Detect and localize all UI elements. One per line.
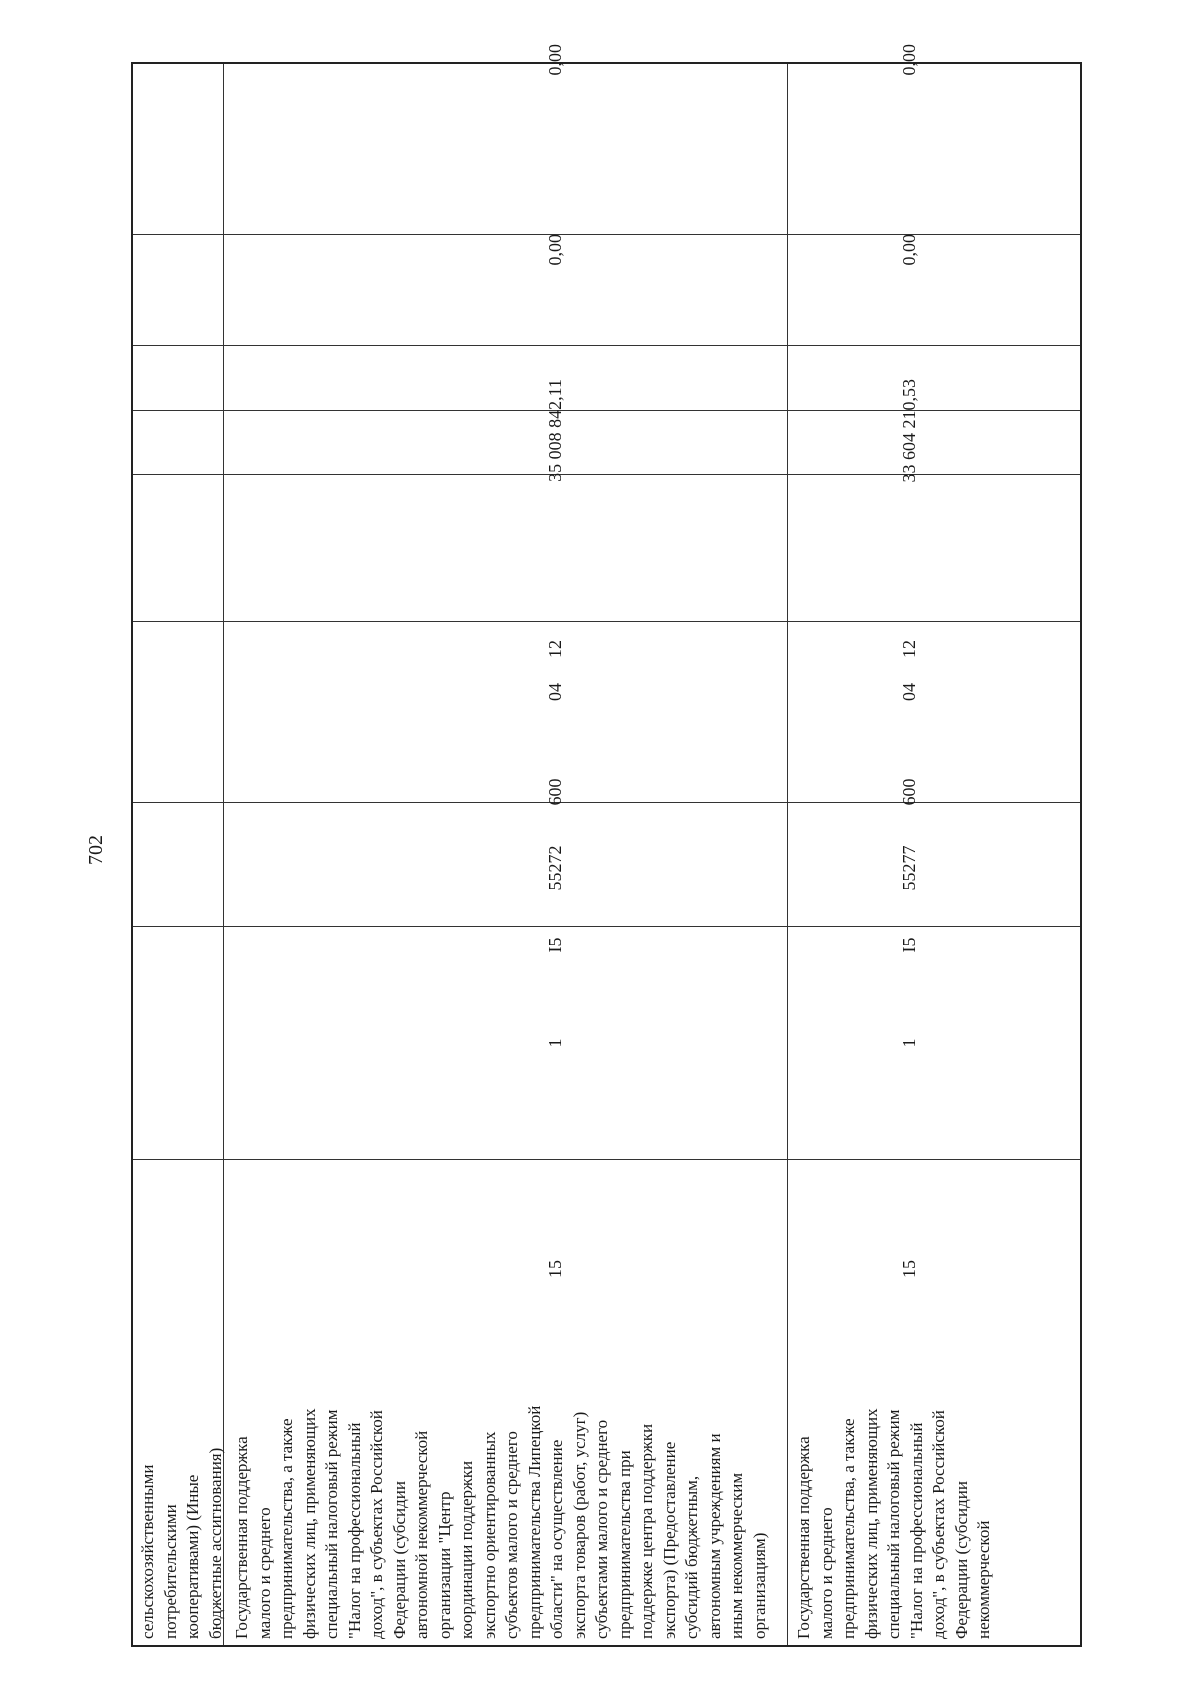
row-1-amount1: 35 008 842,11 <box>544 379 565 482</box>
description-line: иным некоммерческим <box>727 1472 746 1639</box>
row-1-amount3: 0,00 <box>544 44 565 76</box>
column-divider <box>133 410 1080 411</box>
description-line: автономным учреждениям и <box>704 1433 724 1639</box>
description-line: организациям) <box>749 1532 769 1639</box>
row-2-amount2: 0,00 <box>898 234 919 266</box>
description-line: субсидий бюджетным, <box>682 1475 701 1639</box>
description-line: специальный налоговый режим <box>884 1409 903 1639</box>
row-divider <box>223 64 224 1645</box>
description-line: области" на осуществление <box>547 1439 566 1639</box>
description-line: физических лиц, применяющих <box>299 1408 319 1639</box>
budget-table <box>131 44 1082 1647</box>
row-1-code5: 600 <box>544 778 565 806</box>
row-1-code1: 15 <box>544 1260 565 1278</box>
description-line: Федерации (субсидии <box>389 1481 409 1639</box>
description-line: автономной некоммерческой <box>412 1430 431 1639</box>
row-1-code3: I5 <box>544 937 565 953</box>
description-line: специальный налоговый режим <box>322 1409 341 1639</box>
description-line: "Налог на профессиональный <box>344 1422 364 1639</box>
row-2-amount1: 33 604 210,53 <box>898 379 919 483</box>
description-line: некоммерческой <box>974 1520 993 1639</box>
row-1-code2: 1 <box>544 1038 565 1048</box>
row-1-code4: 55272 <box>544 845 565 891</box>
column-divider <box>133 1159 1080 1160</box>
description-line: субъектами малого и среднего <box>592 1419 611 1639</box>
description-line: предпринимательства при <box>614 1450 634 1639</box>
row-0-description <box>133 1440 231 1647</box>
row-2-amount3: 0,00 <box>898 44 919 76</box>
row-2-code1: 15 <box>898 1260 919 1278</box>
column-divider <box>133 621 1080 622</box>
description-line: малого и среднего <box>816 1507 836 1639</box>
row-2-description <box>791 1400 998 1647</box>
description-line: предпринимательства, а также <box>839 1418 858 1639</box>
description-line: поддержке центра поддержки <box>637 1423 656 1639</box>
description-line: малого и среднего <box>254 1507 274 1639</box>
description-line: сельскохозяйственными <box>138 1464 157 1639</box>
description-line: Государственная поддержка <box>794 1436 813 1639</box>
row-1-description <box>229 1398 773 1647</box>
row-2-code3: I5 <box>898 937 919 953</box>
row-1-code6: 04 <box>544 683 565 701</box>
description-line: Федерации (субсидии <box>951 1481 971 1639</box>
description-line: физических лиц, применяющих <box>861 1408 881 1639</box>
description-line: кооперативами) (Иные <box>183 1474 202 1639</box>
description-line: организации "Центр <box>434 1491 454 1639</box>
description-line: бюджетные ассигнования) <box>205 1447 225 1639</box>
row-2-code5: 600 <box>898 778 919 806</box>
description-line: "Налог на профессиональный <box>906 1422 926 1639</box>
page-number: 702 <box>84 835 107 865</box>
row-2-code4: 55277 <box>898 845 919 891</box>
column-divider <box>133 802 1080 803</box>
row-2-code6: 04 <box>898 683 919 701</box>
description-line: предпринимательства, а также <box>277 1418 296 1639</box>
column-divider <box>133 474 1080 475</box>
row-2-code2: 1 <box>898 1038 919 1048</box>
row-2-code7: 12 <box>898 640 919 658</box>
description-line: предпринимательства Липецкой <box>524 1405 544 1639</box>
description-line: экспортно ориентированных <box>479 1431 499 1639</box>
row-divider <box>787 64 788 1645</box>
description-line: экспорта товаров (работ, услуг) <box>569 1411 589 1639</box>
column-divider <box>133 926 1080 927</box>
description-line: потребительскими <box>160 1504 180 1639</box>
description-line: доход", в субъектах Российской <box>929 1410 948 1639</box>
row-1-code7: 12 <box>544 640 565 658</box>
column-divider <box>133 345 1080 346</box>
description-line: Государственная поддержка <box>232 1436 251 1639</box>
description-line: координации поддержки <box>457 1460 476 1639</box>
row-1-amount2: 0,00 <box>544 234 565 266</box>
column-divider <box>133 234 1080 235</box>
description-line: доход", в субъектах Российской <box>367 1410 386 1639</box>
description-line: экспорта) (Предоставление <box>659 1441 679 1639</box>
description-line: субъектов малого и среднего <box>502 1431 521 1639</box>
